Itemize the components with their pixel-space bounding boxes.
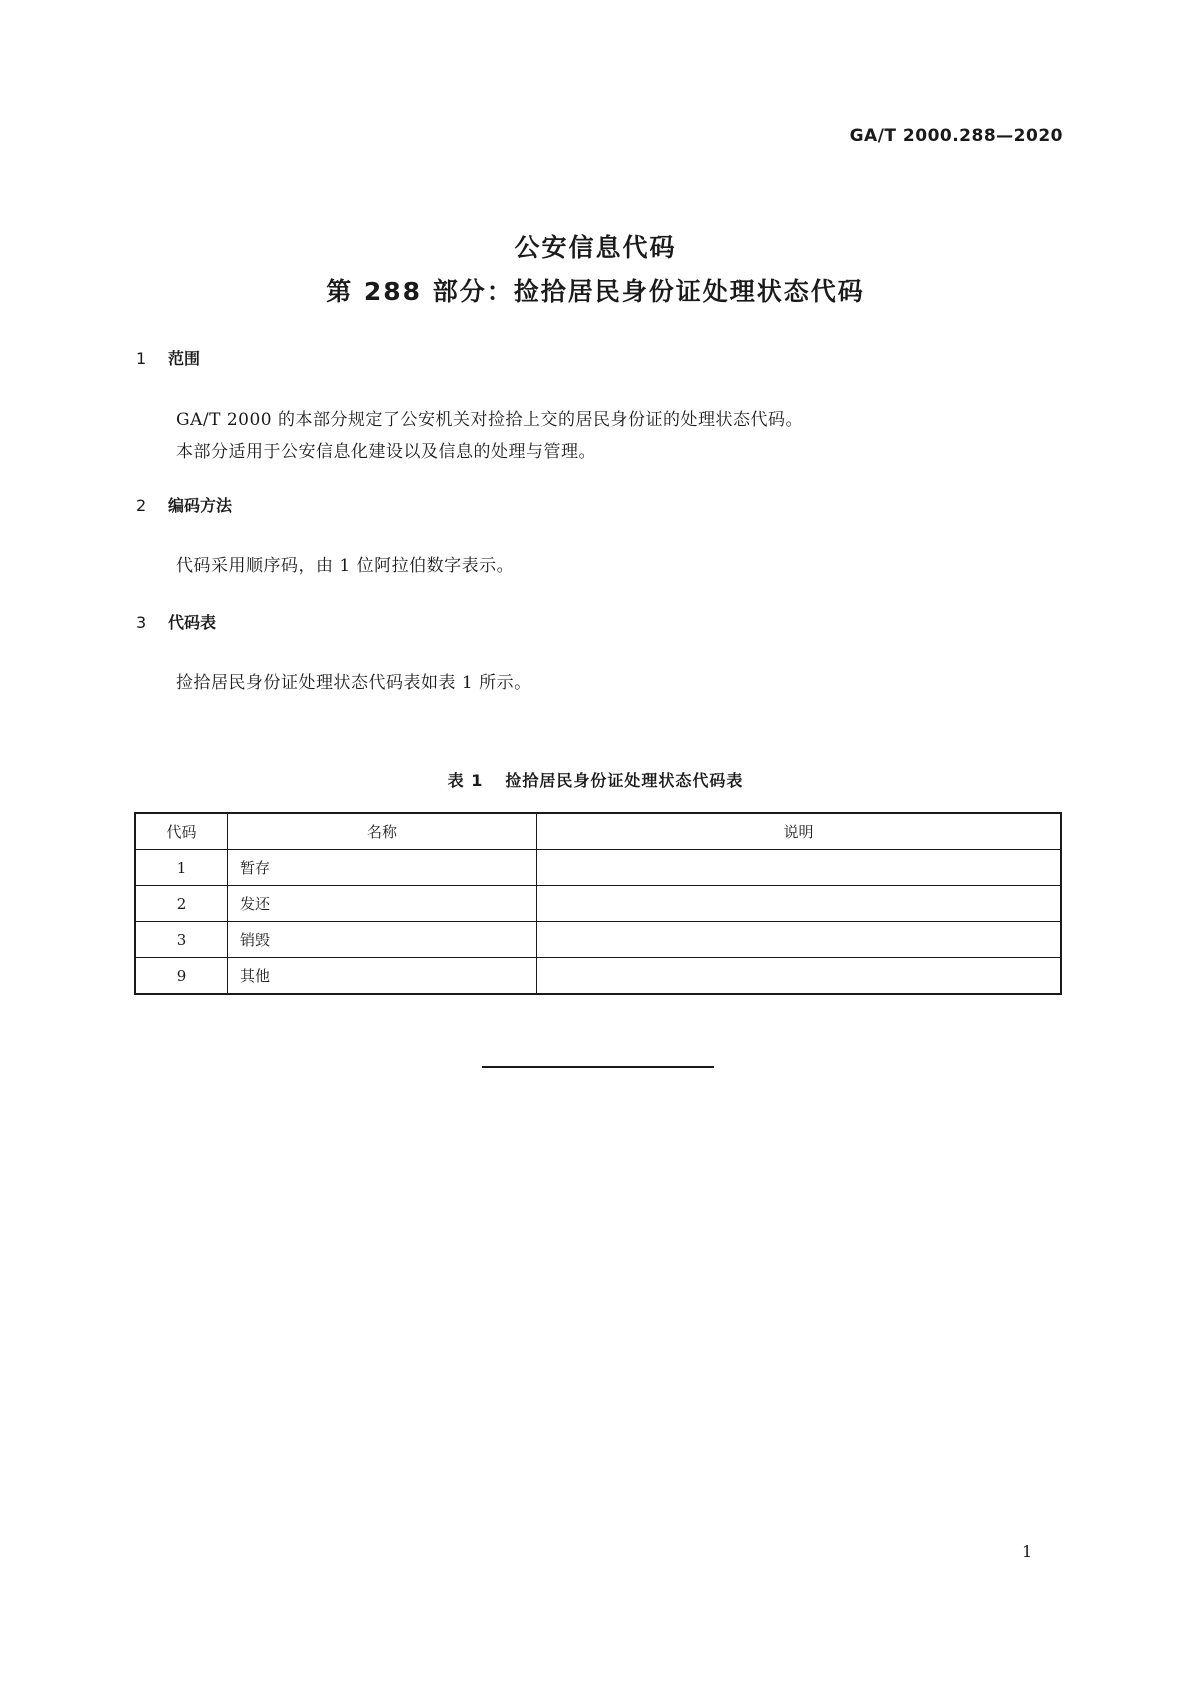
code-cell: 3 [135,922,228,958]
table-row [135,922,1061,958]
column-header-description: 说明 [537,813,1062,850]
paragraph: GA/T 2000 的本部分规定了公安机关对捡拾上交的居民身份证的处理状态代码。 [176,410,803,430]
section-heading-code-table [136,610,216,633]
code-cell: 9 [135,958,228,995]
code-cell: 2 [135,886,228,922]
section-title: 范围 [168,349,201,368]
column-header-code: 代码 [135,813,228,850]
document-title [0,226,1191,314]
name-cell: 其他 [228,958,537,995]
section-heading-coding-method [136,493,232,516]
section-number: 1 [136,349,147,368]
table-caption [0,768,1191,791]
paragraph: 代码采用顺序码，由 1 位阿拉伯数字表示。 [176,556,515,576]
paragraph: 捡拾居民身份证处理状态代码表如表 1 所示。 [176,673,532,693]
table-header-row [135,813,1061,850]
table-row [135,958,1061,995]
table-caption-title: 捡拾居民身份证处理状态代码表 [505,771,744,790]
section-title: 代码表 [168,613,217,632]
name-cell: 暂存 [228,850,537,886]
standard-number: GA/T 2000.288—2020 [849,126,1063,146]
column-header-name: 名称 [228,813,537,850]
title-line-1: 公安信息代码 [514,233,677,262]
section-number: 2 [136,496,147,515]
section-title: 编码方法 [168,496,233,515]
page-number: 1 [1022,1542,1033,1561]
description-cell [537,958,1062,995]
code-table [134,812,1062,995]
description-cell [537,922,1062,958]
code-cell: 1 [135,850,228,886]
name-cell: 发还 [228,886,537,922]
end-of-document-rule [482,1066,714,1068]
title-line-2: 第 288 部分：捡拾居民身份证处理状态代码 [326,277,865,306]
description-cell [537,850,1062,886]
table-caption-label: 表 1 [447,771,484,790]
name-cell: 销毁 [228,922,537,958]
section-heading-scope [136,346,200,369]
paragraph: 本部分适用于公安信息化建设以及信息的处理与管理。 [176,442,596,462]
table-row [135,850,1061,886]
section-number: 3 [136,613,147,632]
description-cell [537,886,1062,922]
table-row [135,886,1061,922]
